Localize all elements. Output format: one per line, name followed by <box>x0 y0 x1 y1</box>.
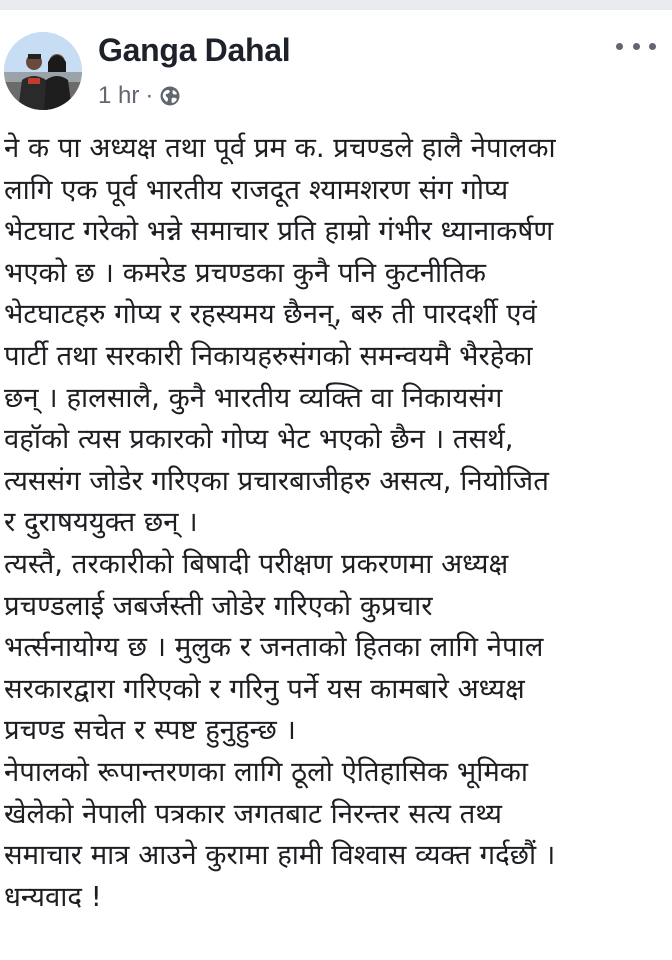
avatar[interactable] <box>4 32 82 110</box>
post-text-line: त्यससंग जोडेर गरिएका प्रचारबाजीहरु असत्य, नियोजित <box>4 464 549 497</box>
post-text-line: भर्त्सनायोग्य छ । मुलुक र जनताको हितका लागि नेपाल <box>4 631 544 664</box>
more-dot <box>633 43 640 50</box>
post-text-line: पार्टी तथा सरकारी निकायहरुसंगको समन्वयमै भैरहेका <box>4 339 533 372</box>
post-text-line: नेपालको रूपान्तरणका लागि ठूलो ऐतिहासिक भूमिका <box>4 755 529 788</box>
post-text-line: भेटघाट गरेको भन्ने समाचार प्रति हाम्रो गंभीर ध्यानाकर्षण <box>4 215 554 248</box>
post-text-line: ने क पा अध्यक्ष तथा पूर्व प्रम क. प्रचण्डले हालै नेपालका <box>4 132 556 164</box>
avatar-photo <box>4 32 82 110</box>
post-text-line: वहॉको त्यस प्रकारको गोप्य भेट भएको छैन । तसर्थ, <box>4 423 514 456</box>
more-dot <box>649 43 656 50</box>
post-text-line: भेटघाटहरु गोप्य र रहस्यमय छैनन्, बरु ती पारदर्शी एवं <box>4 298 537 331</box>
post-text-line: र दुराषययुक्त छन् । <box>4 506 198 539</box>
post-text-line: प्रचण्ड सचेत र स्पष्ट हुनुहुन्छ । <box>4 714 296 747</box>
post-text-line: प्रचण्डलाई जबर्जस्ती जोडेर गरिएको कुप्रचार <box>4 589 433 622</box>
post-text-line: खेलेको नेपाली पत्रकार जगतबाट निरन्तर सत्य तथ्य <box>4 797 502 830</box>
post-meta <box>98 82 181 110</box>
post-header <box>0 10 672 120</box>
more-dot <box>616 43 623 50</box>
post-text-line: सरकारद्वारा गरिएको र गरिनु पर्ने यस कामबारे अध्यक्ष <box>4 672 525 705</box>
author-name[interactable]: Ganga Dahal <box>98 32 291 68</box>
post-text-line: समाचार मात्र आउने कुरामा हामी विश्वास व्यक्त गर्दछौं । <box>4 839 556 872</box>
post-text-line: भएको छ । कमरेड प्रचण्डका कुनै पनि कुटनीतिक <box>4 256 486 289</box>
top-divider-bar <box>0 0 672 10</box>
post-text-line: धन्यवाद ! <box>4 880 102 913</box>
post-text <box>4 128 668 918</box>
more-options-icon[interactable] <box>616 36 656 56</box>
post-timestamp[interactable]: 1 hr <box>98 82 140 109</box>
post-text-line: लागि एक पूर्व भारतीय राजदूत श्यामशरण संग गोप्य <box>4 173 509 206</box>
globe-icon[interactable] <box>159 85 181 107</box>
post-text-line: त्यस्तै, तरकारीको बिषादी परीक्षण प्रकरणमा अध्यक्ष <box>4 547 509 580</box>
meta-separator: · <box>145 82 154 109</box>
post-text-line: छन् । हालसालै, कुनै भारतीय व्यक्ति वा निकायसंग <box>4 381 503 414</box>
